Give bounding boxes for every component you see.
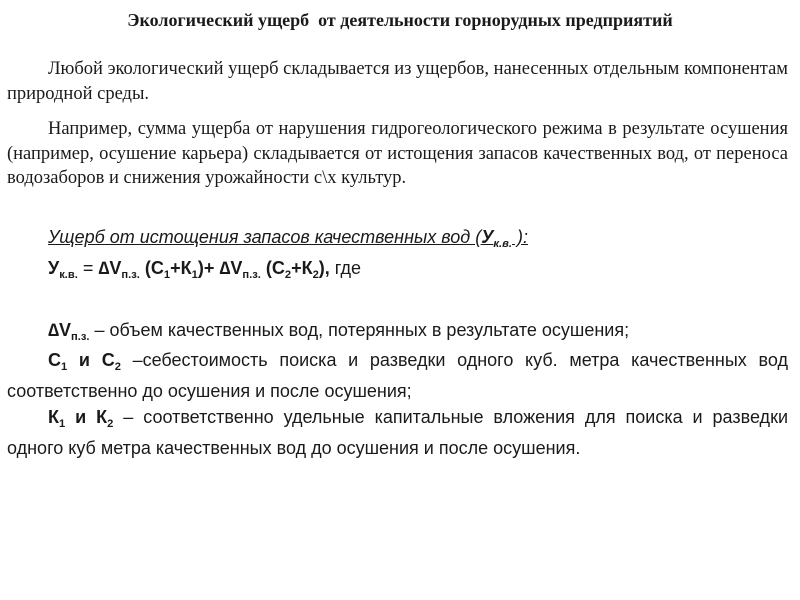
damage-formula [48, 256, 361, 287]
formula-delta2: ∆V [219, 258, 243, 278]
def2-c2-sub: 2 [114, 360, 121, 373]
def3-k1-sub: 1 [59, 417, 66, 430]
heading-symbol-sub: к.в. [493, 237, 512, 250]
definition-capital [7, 405, 788, 460]
def2-text: –себестоимость поиска и разведки одного куб. метра качественных вод соответственно до осушения и после осушения; [7, 350, 788, 401]
formula-term1-s2: 1 [191, 268, 198, 281]
def2-and: и [67, 350, 102, 370]
heading-close: ): [512, 227, 528, 247]
damage-heading [48, 225, 528, 256]
formula-term1-close: ) [197, 258, 204, 278]
heading-symbol: У [481, 227, 494, 247]
def1-symbol: ∆V [48, 320, 72, 340]
paragraph-example: Например, сумма ущерба от нарушения гидрогеологического режима в результате осушения (например, осушение карьера) складывается от истощения запасов качественных вод, от переноса водозаборов и снижения урожайности с\х культур. [7, 119, 788, 188]
definition-cost [7, 348, 788, 403]
def3-text: – соответственно удельные капитальные вложения для поиска и разведки одного куб метра качественных вод до осушения и после осушения. [7, 407, 788, 458]
paragraph-intro: Любой экологический ущерб складывается из ущербов, нанесенных отдельным компонентам природной среды. [7, 59, 788, 104]
formula-term2-open: (С [260, 258, 285, 278]
def1-text: – объем качественных вод, потерянных в результате осушения; [89, 320, 630, 340]
formula-tail: где [329, 258, 362, 278]
def2-c2-symbol: С [101, 350, 115, 370]
formula-delta1: ∆V [98, 258, 122, 278]
formula-term2-plus: +К [291, 258, 313, 278]
heading-text: Ущерб от истощения запасов качественных вод ( [48, 227, 482, 247]
def2-c1-sub: 1 [61, 360, 68, 373]
formula-delta2-sub: п.з. [242, 268, 261, 281]
def2-c1-symbol: С [48, 350, 61, 370]
def1-symbol-sub: п.з. [71, 330, 90, 343]
formula-term1-s1: 1 [163, 268, 171, 281]
formula-term2-s1: 2 [284, 268, 292, 281]
def3-k2-sub: 2 [107, 417, 114, 430]
formula-lhs: У [48, 258, 60, 278]
def3-and: и [65, 407, 97, 427]
formula-term2-s2: 2 [312, 268, 319, 281]
formula-term1-plus: +К [170, 258, 192, 278]
formula-lhs-sub: к.в. [59, 268, 78, 281]
slide-title: Экологический ущерб от деятельности горнорудных предприятий [127, 10, 673, 30]
def3-k2-symbol: К [96, 407, 108, 427]
definition-volume [7, 318, 788, 349]
formula-term2-close: ), [318, 258, 330, 278]
formula-term1-open: (С [139, 258, 164, 278]
formula-delta1-sub: п.з. [121, 268, 140, 281]
def3-k1-symbol: К [48, 407, 59, 427]
formula-eq: = [77, 258, 99, 278]
formula-plus: + [203, 258, 220, 278]
